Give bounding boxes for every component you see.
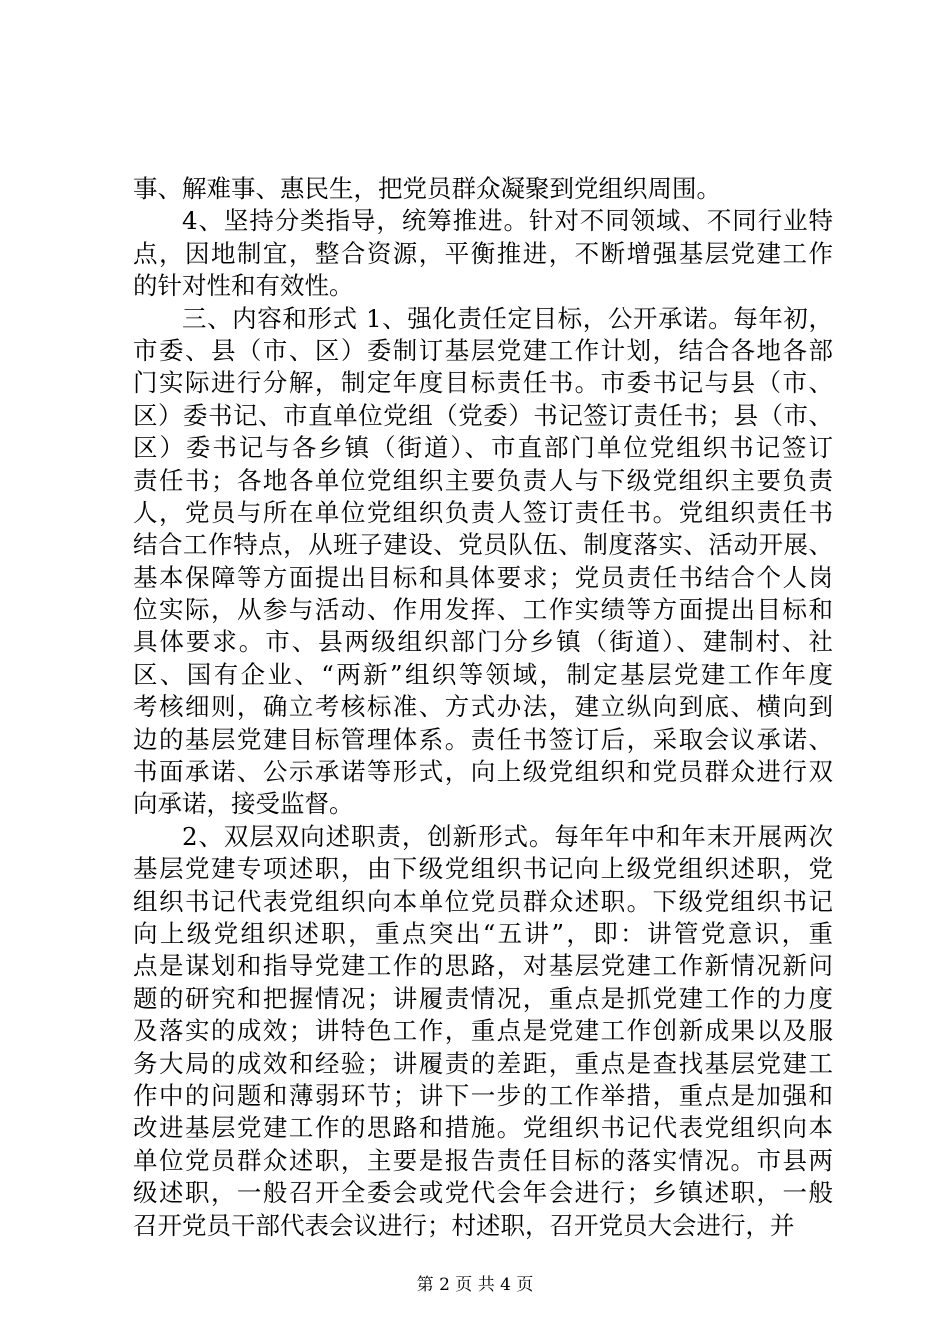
paragraph [133, 205, 833, 302]
text-line: 区）委书记与各乡镇（街道）、市直部门单位党组织书记签订 [133, 433, 833, 463]
text-line: 边的基层党建目标管理体系。责任书签订后，采取会议承诺、 [133, 724, 833, 754]
text-line: 区、国有企业、“两新”组织等领域，制定基层党建工作年度 [133, 659, 833, 689]
paragraph [133, 821, 833, 1242]
text-line: 结合工作特点，从班子建设、党员队伍、制度落实、活动开展、 [133, 530, 833, 560]
text-line: 召开党员干部代表会议进行；村述职，召开党员大会进行，并 [133, 1210, 795, 1240]
text-line: 门实际进行分解，制定年度目标责任书。市委书记与县（市、 [133, 368, 833, 398]
text-line: 题的研究和把握情况；讲履责情况，重点是抓党建工作的力度 [133, 983, 833, 1013]
text-line: 及落实的成效；讲特色工作，重点是党建工作创新成果以及服 [133, 1016, 833, 1046]
text-line: 单位党员群众述职，主要是报告责任目标的落实情况。市县两 [133, 1145, 833, 1175]
text-line: 务大局的成效和经验；讲履责的差距，重点是查找基层党建工 [133, 1048, 833, 1078]
text-line: 2、双层双向述职责，创新形式。每年年中和年末开展两次 [182, 821, 833, 851]
paragraph [133, 173, 833, 205]
text-line: 人，党员与所在单位党组织负责人签订责任书。党组织责任书 [133, 497, 833, 527]
text-line: 位实际，从参与活动、作用发挥、工作实绩等方面提出目标和 [133, 595, 833, 625]
text-line: 4、坚持分类指导，统筹推进。针对不同领域、不同行业特 [182, 206, 833, 236]
text-line: 书面承诺、公示承诺等形式，向上级党组织和党员群众进行双 [133, 757, 833, 787]
text-line: 考核细则，确立考核标准、方式办法，建立纵向到底、横向到 [133, 692, 833, 722]
text-line: 点是谋划和指导党建工作的思路，对基层党建工作新情况新问 [133, 951, 833, 981]
text-line: 向上级党组织述职，重点突出“五讲”，即：讲管党意识，重 [133, 918, 833, 948]
text-line: 基本保障等方面提出目标和具体要求；党员责任书结合个人岗 [133, 562, 833, 592]
text-line: 三、内容和形式 1、强化责任定目标，公开承诺。每年初， [182, 303, 833, 333]
text-line: 事、解难事、惠民生，把党员群众凝聚到党组织周围。 [133, 174, 721, 203]
page-number-footer: 第 2 页 共 4 页 [416, 1275, 534, 1295]
text-line: 作中的问题和薄弱环节；讲下一步的工作举措，重点是加强和 [133, 1080, 833, 1110]
text-line: 组织书记代表党组织向本单位党员群众述职。下级党组织书记 [133, 886, 833, 916]
text-line: 的针对性和有效性。 [133, 271, 354, 301]
paragraph [133, 303, 833, 821]
text-line: 改进基层党建工作的思路和措施。党组织书记代表党组织向本 [133, 1113, 833, 1143]
text-line: 责任书；各地各单位党组织主要负责人与下级党组织主要负责 [133, 465, 833, 495]
text-line: 具体要求。市、县两级组织部门分乡镇（街道）、建制村、社 [133, 627, 833, 657]
text-line: 市委、县（市、区）委制订基层党建工作计划，结合各地各部 [133, 335, 833, 365]
text-line: 级述职，一般召开全委会或党代会年会进行；乡镇述职，一般 [133, 1178, 833, 1208]
text-line: 点，因地制宜，整合资源，平衡推进，不断增强基层党建工作 [133, 238, 833, 268]
text-line: 向承诺，接受监督。 [133, 789, 354, 819]
text-line: 基层党建专项述职，由下级党组织书记向上级党组织述职，党 [133, 854, 833, 884]
text-line: 区）委书记、市直单位党组（党委）书记签订责任书；县（市、 [133, 400, 833, 430]
document-body [133, 173, 833, 1242]
